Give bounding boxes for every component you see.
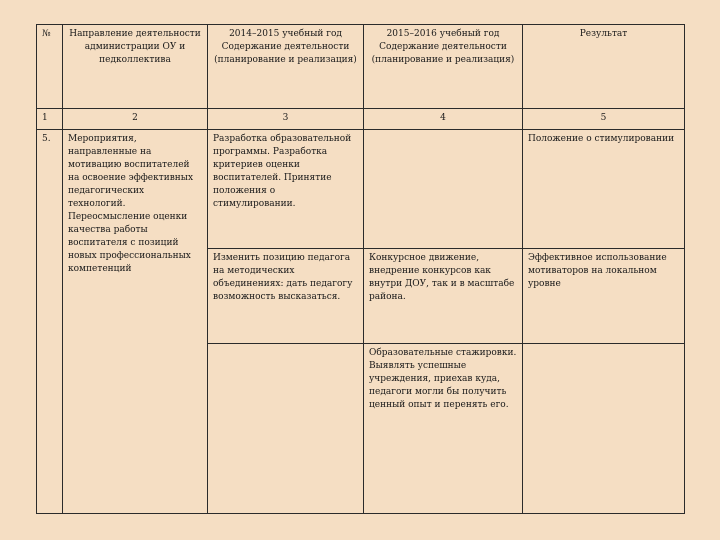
cell-result-motivators: Эффективное использование мотиваторов на локальном уровне: [523, 249, 685, 344]
header-direction: Направление деятельности администрации ОУ и педколлектива: [63, 25, 208, 109]
column-index-2: 2: [63, 109, 208, 130]
cell-2014-teacher-position: Изменить позицию педагога на методических объединениях: дать педагогу возможность высказаться.: [208, 249, 364, 344]
activity-plan-table: [36, 24, 685, 514]
cell-2015-empty-1: [364, 130, 523, 249]
cell-2014-program: Разработка образовательной программы. Разработка критериев оценки воспитателей. Принятие положения о стимулировании.: [208, 130, 364, 249]
column-index-3: 3: [208, 109, 364, 130]
column-index-4: 4: [364, 109, 523, 130]
column-index-1: 1: [37, 109, 63, 130]
column-index-row: [37, 109, 685, 130]
cell-2015-competitions: Конкурсное движение, внедрение конкурсов как внутри ДОУ, так и в масштабе района.: [364, 249, 523, 344]
header-result: Результат: [523, 25, 685, 109]
row-direction-cell: [63, 130, 208, 514]
column-index-5: 5: [523, 109, 685, 130]
header-2014-2015: 2014–2015 учебный год Содержание деятельности (планирование и реализация): [208, 25, 364, 109]
cell-2014-empty: [208, 344, 364, 514]
header-row: [37, 25, 685, 109]
cell-result-regulation: Положение о стимулировании: [523, 130, 685, 249]
table-row: [37, 130, 685, 249]
direction-text-evaluation: Переосмысление оценки качества работы воспитателя с позиций новых профессиональных компетенций: [68, 212, 191, 275]
cell-result-empty: [523, 344, 685, 514]
row-number: 5.: [37, 130, 63, 514]
cell-2015-internships: Образовательные стажировки. Выявлять успешные учреждения, приехав куда, педагоги могли бы получить ценный опыт и перенять его.: [364, 344, 523, 514]
header-2015-2016: 2015–2016 учебный год Содержание деятельности (планирование и реализация): [364, 25, 523, 109]
header-number: №: [37, 25, 63, 109]
direction-text-motivation: Мероприятия, направленные на мотивацию воспитателей на освоение эффективных педагогических технологий.: [68, 134, 194, 210]
